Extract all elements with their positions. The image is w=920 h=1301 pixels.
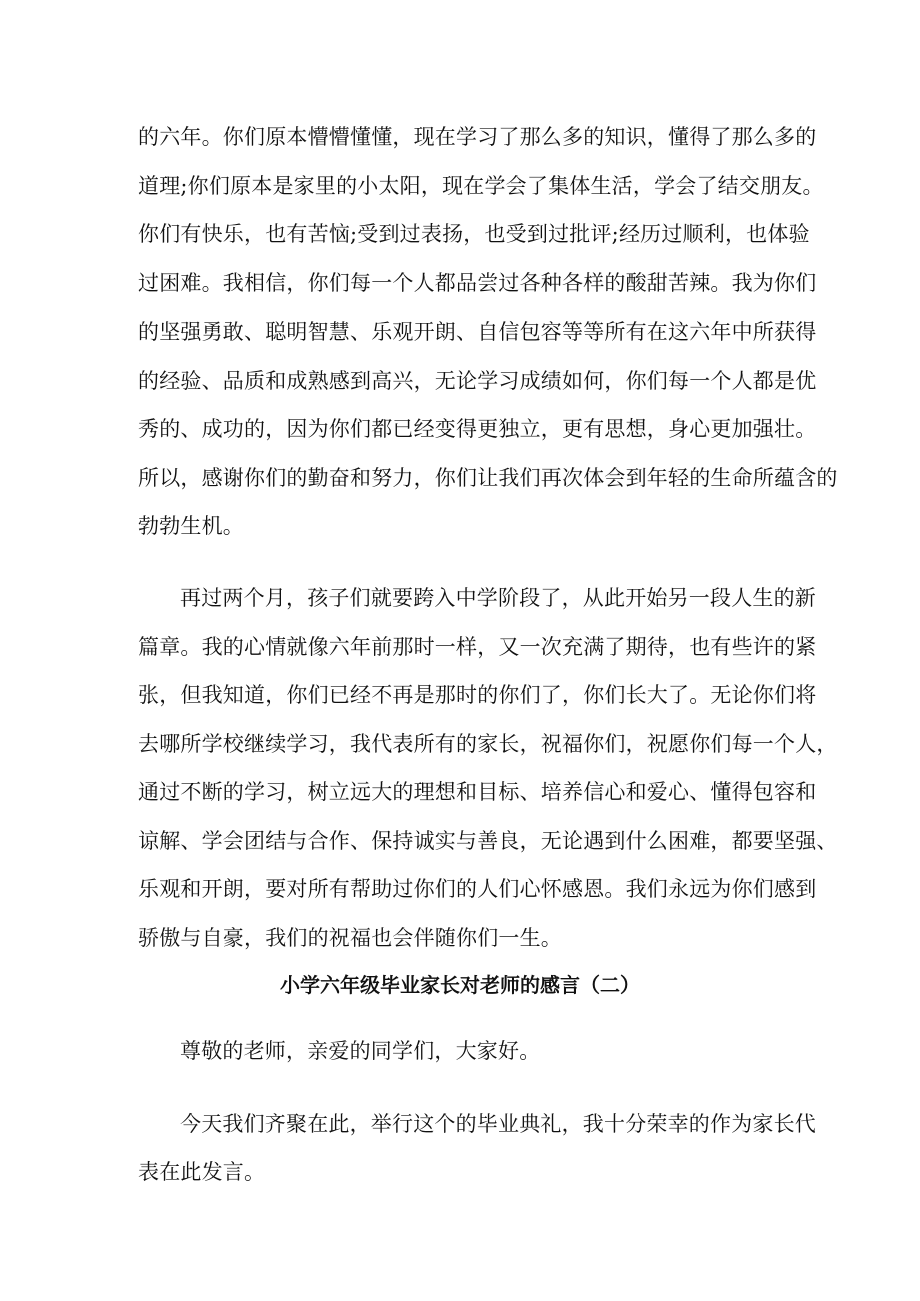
greeting-line: 尊敬的老师，亲爱的同学们，大家好。 — [180, 1039, 541, 1063]
section-heading: 小学六年级毕业家长对老师的感言（二） — [280, 973, 640, 997]
paragraph-1-line: 的坚强勇敢、聪明智慧、乐观开朗、自信包容等等所有在这六年中所获得 — [138, 320, 817, 344]
paragraph-1-line: 的六年。你们原本懵懵懂懂，现在学习了那么多的知识，懂得了那么多的 — [138, 125, 817, 149]
paragraph-1-line: 的经验、品质和成熟感到高兴，无论学习成绩如何，你们每一个人都是优 — [138, 369, 817, 393]
paragraph-1-line: 勃勃生机。 — [138, 514, 244, 538]
paragraph-1-line: 过困难。我相信，你们每一个人都品尝过各种各样的酸甜苦辣。我为你们 — [138, 271, 817, 295]
paragraph-2-line: 骄傲与自豪，我们的祝福也会伴随你们一生。 — [138, 926, 562, 950]
paragraph-2-line: 张，但我知道，你们已经不再是那时的你们了，你们长大了。无论你们将 — [138, 683, 817, 707]
paragraph-1-line: 道理;你们原本是家里的小太阳，现在学会了集体生活，学会了结交朋友。 — [138, 174, 824, 198]
paragraph-1-line: 秀的、成功的，因为你们都已经变得更独立，更有思想，身心更加强壮。 — [138, 417, 817, 441]
paragraph-1-line: 所以，感谢你们的勤奋和努力，你们让我们再次体会到年轻的生命所蕴含的 — [138, 466, 838, 490]
paragraph-3-line: 表在此发言。 — [138, 1160, 266, 1184]
paragraph-2-line: 再过两个月，孩子们就要跨入中学阶段了，从此开始另一段人生的新 — [180, 586, 816, 610]
paragraph-2-line: 去哪所学校继续学习，我代表所有的家长，祝福你们，祝愿你们每一个人， — [138, 732, 838, 756]
paragraph-2-line: 篇章。我的心情就像六年前那时一样，又一次充满了期待，也有些许的紧 — [138, 635, 817, 659]
paragraph-2-line: 通过不断的学习，树立远大的理想和目标、培养信心和爱心、懂得包容和 — [138, 780, 817, 804]
paragraph-3-line: 今天我们齐聚在此，举行这个的毕业典礼，我十分荣幸的作为家长代 — [180, 1112, 816, 1136]
paragraph-2-line: 谅解、学会团结与合作、保持诚实与善良，无论遇到什么困难，都要坚强、 — [138, 829, 838, 853]
paragraph-2-line: 乐观和开朗，要对所有帮助过你们的人们心怀感恩。我们永远为你们感到 — [138, 877, 817, 901]
paragraph-1-line: 你们有快乐，也有苦恼;受到过表扬，也受到过批评;经历过顺利，也体验 — [138, 222, 810, 246]
